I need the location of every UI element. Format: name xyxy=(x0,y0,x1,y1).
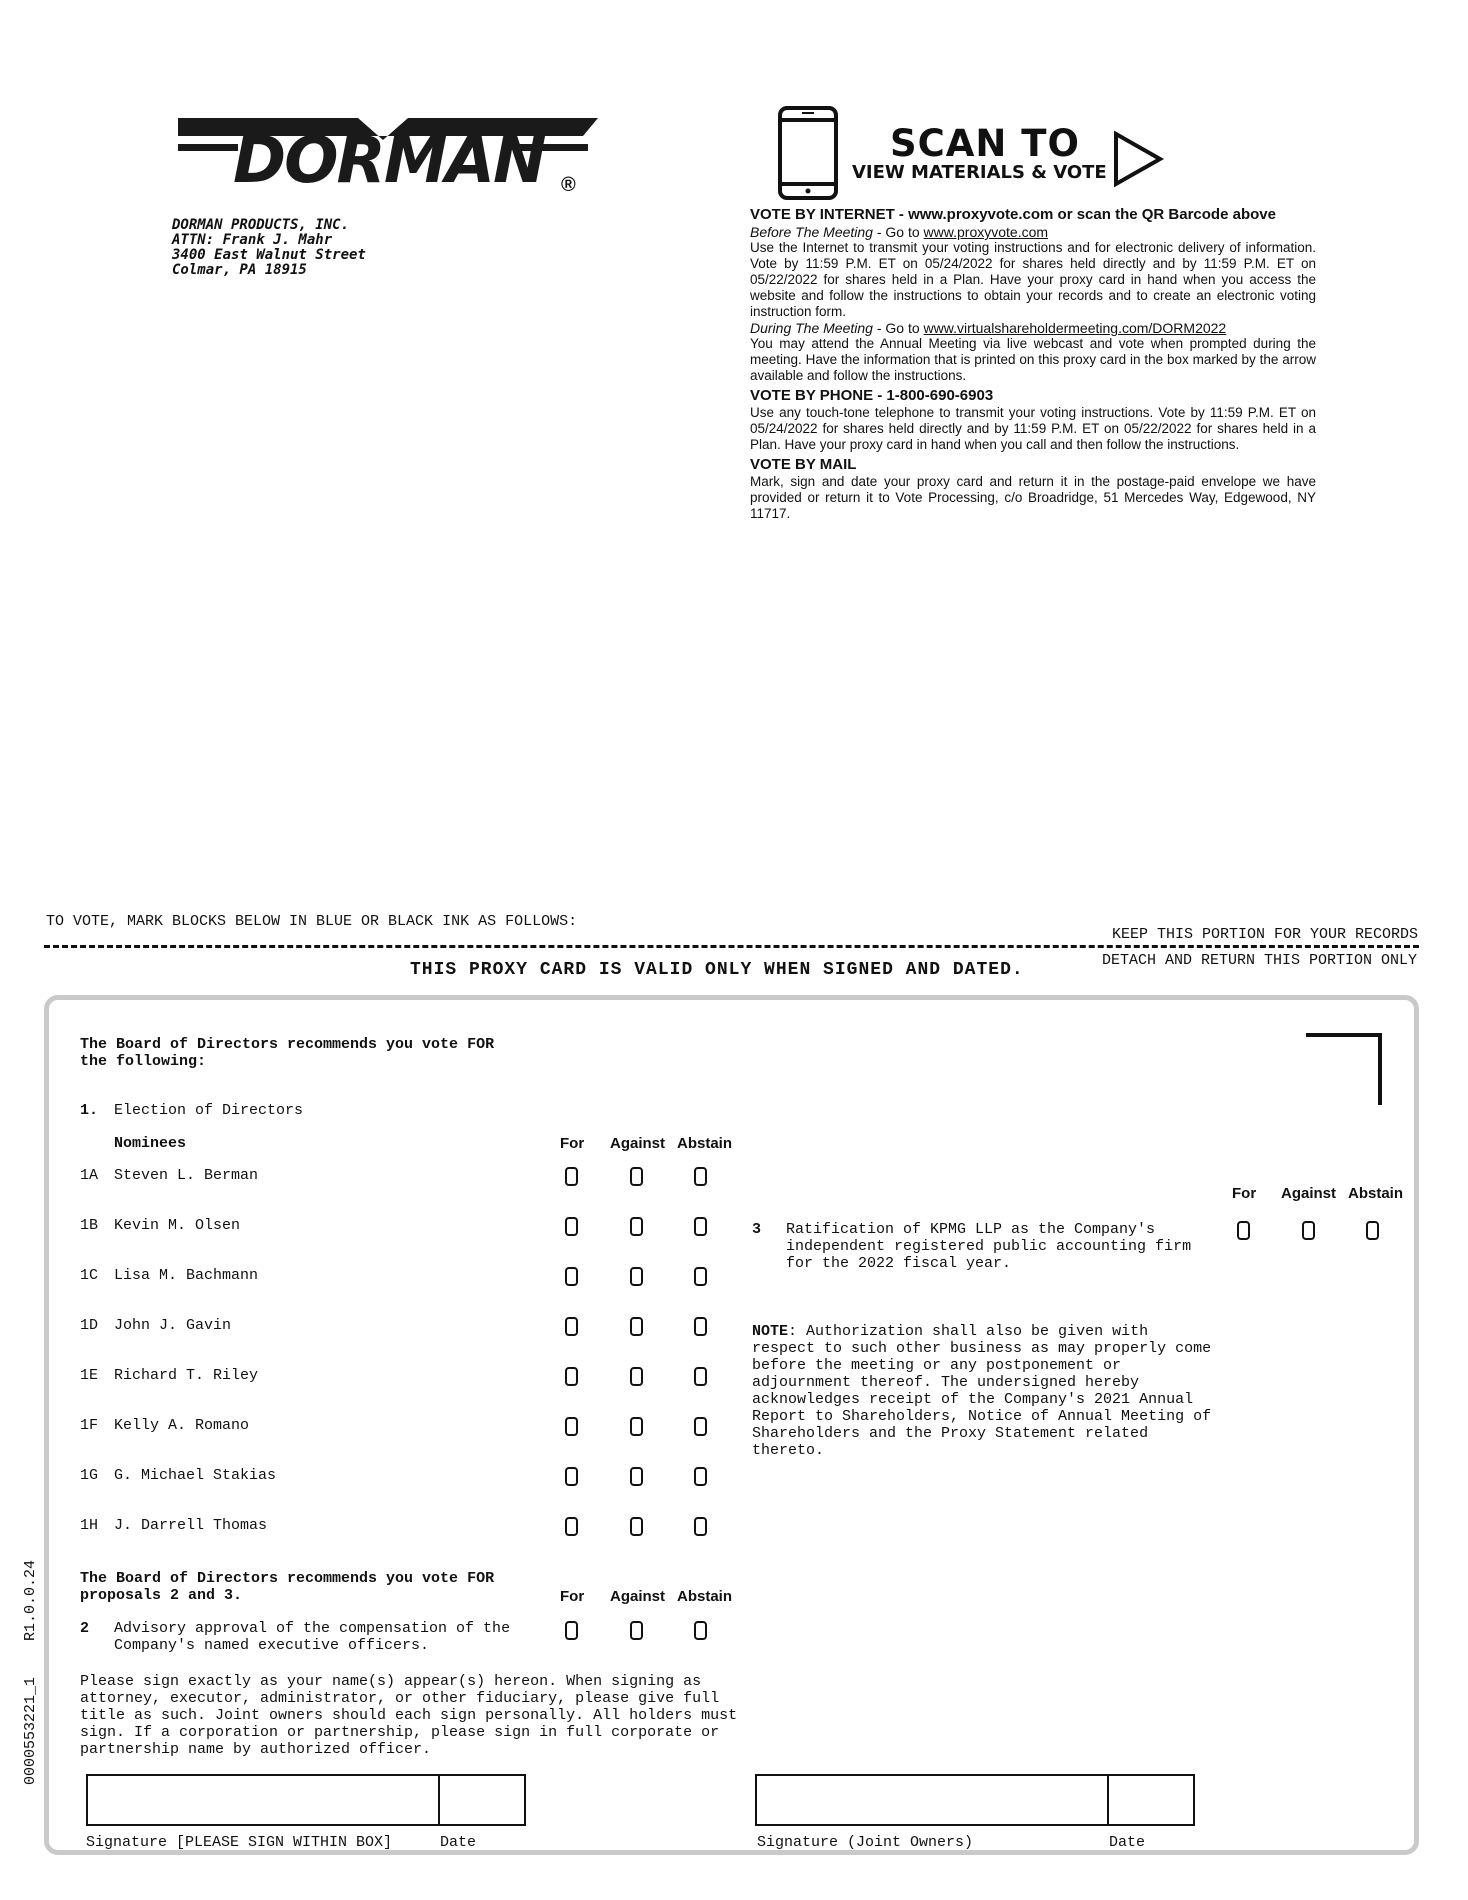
nominee-code: 1A xyxy=(80,1167,99,1184)
vote-for-checkbox[interactable] xyxy=(565,1317,578,1336)
note-label: NOTE xyxy=(752,1323,789,1340)
nominee-name: Kevin M. Olsen xyxy=(114,1217,241,1234)
side-code: 0000553221_1 R1.0.0.24 xyxy=(22,1559,39,1785)
company-logo xyxy=(178,118,598,203)
proposal-2-text: Advisory approval of the compensation of the Company's named executive officers. xyxy=(114,1620,511,1654)
vote-against-checkbox[interactable] xyxy=(630,1621,643,1640)
nominee-row xyxy=(0,1517,760,1547)
col-abstain: Abstain xyxy=(677,1135,733,1152)
col-for: For xyxy=(560,1588,585,1605)
mail-text: Mark, sign and date your proxy card and return it in the postage-paid envelope we have provided or return it to Vote Processing, c/o Broadridge, 51 Mercedes Way, Edgewood, NY 11717. xyxy=(750,474,1316,521)
vote-for-checkbox[interactable] xyxy=(565,1267,578,1286)
proposal-3-number: 3 xyxy=(752,1221,762,1238)
phone-icon xyxy=(778,106,838,200)
phone-heading: VOTE BY PHONE - 1-800-690-6903 xyxy=(750,387,994,404)
during-goto: - Go to xyxy=(872,320,924,336)
vote-for-checkbox[interactable] xyxy=(565,1367,578,1386)
before-meeting-label: Before The Meeting xyxy=(750,224,873,240)
col-against: Against xyxy=(1281,1185,1337,1202)
col-against: Against xyxy=(610,1135,666,1152)
nominee-name: John J. Gavin xyxy=(114,1317,232,1334)
vote-for-checkbox[interactable] xyxy=(1237,1221,1250,1240)
col-abstain: Abstain xyxy=(677,1588,733,1605)
nominee-name: Richard T. Riley xyxy=(114,1367,259,1384)
sign-instructions: Please sign exactly as your name(s) appear(s) hereon. When signing as attorney, executor, administrator, or other fiduciary, please give full title as such. Joint owners should each sign personally. All holders must sign. If a corporation or partnership, please sign in full corporate or partnership name by authorized officer. xyxy=(80,1673,738,1758)
proposal-1-title: Election of Directors xyxy=(114,1102,304,1119)
before-meeting-text: Use the Internet to transmit your voting instructions and for electronic delivery of information. Vote by 11:59 P.M. ET on 05/24/2022 for shares held directly and by 11:59 P.M. ET on 05/22/2022 for shares held in a Plan. Have your proxy card in hand when you access the website and follow the instructions to obtain your records and to create an electronic voting instruction form. xyxy=(750,240,1316,319)
nominee-name: G. Michael Stakias xyxy=(114,1467,277,1484)
vote-for-checkbox[interactable] xyxy=(565,1417,578,1436)
vote-against-checkbox[interactable] xyxy=(630,1367,643,1386)
during-meeting-text: You may attend the Annual Meeting via live webcast and vote when prompted during the meeting. Have the information that is printed on this proxy card in the box marked by the arrow available and follow the instructions. xyxy=(750,336,1316,383)
vote-abstain-checkbox[interactable] xyxy=(694,1367,707,1386)
nominee-code: 1E xyxy=(80,1367,99,1384)
nominee-name: Steven L. Berman xyxy=(114,1167,259,1184)
corner-mark xyxy=(1306,1033,1382,1105)
vote-against-checkbox[interactable] xyxy=(630,1217,643,1236)
col-for: For xyxy=(560,1135,585,1152)
vote-abstain-checkbox[interactable] xyxy=(694,1417,707,1436)
company-address xyxy=(172,218,366,278)
vote-for-checkbox[interactable] xyxy=(565,1467,578,1486)
detach-portion-label: DETACH AND RETURN THIS PORTION ONLY xyxy=(1102,952,1418,969)
vote-against-checkbox[interactable] xyxy=(1302,1221,1315,1240)
address-line: Colmar, PA 18915 xyxy=(172,262,307,278)
scan-subtitle: VIEW MATERIALS & VOTE xyxy=(852,162,1107,183)
vote-against-checkbox[interactable] xyxy=(630,1417,643,1436)
vote-against-checkbox[interactable] xyxy=(630,1167,643,1186)
nominee-row xyxy=(0,1267,760,1297)
proposal-3-text: Ratification of KPMG LLP as the Company's independent registered public accounting firm for the 2022 fiscal year. xyxy=(786,1221,1192,1272)
joint-date-label: Date xyxy=(1109,1834,1146,1851)
vote-against-checkbox[interactable] xyxy=(630,1467,643,1486)
nominee-row xyxy=(0,1367,760,1397)
vote-abstain-checkbox[interactable] xyxy=(694,1167,707,1186)
vote-abstain-checkbox[interactable] xyxy=(694,1317,707,1336)
date-box[interactable] xyxy=(438,1774,526,1826)
signature-box[interactable] xyxy=(86,1774,440,1826)
before-meeting-line xyxy=(750,224,1316,240)
vote-for-checkbox[interactable] xyxy=(565,1167,578,1186)
vote-abstain-checkbox[interactable] xyxy=(694,1217,707,1236)
scan-title: SCAN TO xyxy=(890,122,1080,165)
signature-label: Signature [PLEASE SIGN WITHIN BOX] xyxy=(86,1834,393,1851)
board-recommendation-2: The Board of Directors recommends you vote FOR proposals 2 and 3. xyxy=(80,1570,495,1604)
nominee-row xyxy=(0,1467,760,1497)
col-abstain: Abstain xyxy=(1348,1185,1404,1202)
before-goto: - Go to xyxy=(872,224,924,240)
nominee-row xyxy=(0,1417,760,1447)
vote-abstain-checkbox[interactable] xyxy=(694,1267,707,1286)
col-for: For xyxy=(1232,1185,1257,1202)
nominee-code: 1G xyxy=(80,1467,99,1484)
vote-abstain-checkbox[interactable] xyxy=(694,1467,707,1486)
during-meeting-label: During The Meeting xyxy=(750,320,873,336)
authorization-note xyxy=(752,1323,1211,1459)
nominee-row xyxy=(0,1217,760,1247)
mark-instructions: TO VOTE, MARK BLOCKS BELOW IN BLUE OR BLACK INK AS FOLLOWS: xyxy=(46,913,578,930)
vote-abstain-checkbox[interactable] xyxy=(694,1517,707,1536)
vote-for-checkbox[interactable] xyxy=(565,1517,578,1536)
phone-text: Use any touch-tone telephone to transmit your voting instructions. Vote by 11:59 P.M. ET on 05/24/2022 for shares held directly and by 11:59 P.M. ET on 05/22/2022 for shares held in a Plan. Have your proxy card in hand when you call and then follow the instructions. xyxy=(750,405,1316,452)
nominee-name: Kelly A. Romano xyxy=(114,1417,250,1434)
joint-date-box[interactable] xyxy=(1107,1774,1195,1826)
proposal-1-number: 1. xyxy=(80,1102,99,1119)
detach-dashed-line xyxy=(44,945,1419,948)
valid-notice: THIS PROXY CARD IS VALID ONLY WHEN SIGNED AND DATED. xyxy=(410,960,1024,980)
vote-against-checkbox[interactable] xyxy=(630,1317,643,1336)
logo-wordmark: DORMAN xyxy=(233,124,545,198)
registered-mark: ® xyxy=(561,174,576,196)
nominee-name: J. Darrell Thomas xyxy=(114,1517,268,1534)
vote-abstain-checkbox[interactable] xyxy=(694,1621,707,1640)
note-text: : Authorization shall also be given with respect to such other business as may properly come before the meeting or any postponement or adjournment thereof. The undersigned hereby acknowledges receipt of the Company's 2021 Annual Report to Shareholders, Notice of Annual Meeting of Shareholders and the Proxy Statement related thereto. xyxy=(752,1323,1212,1459)
col-against: Against xyxy=(610,1588,666,1605)
nominee-code: 1C xyxy=(80,1267,99,1284)
during-meeting-line xyxy=(750,320,1316,336)
nominee-code: 1D xyxy=(80,1317,99,1334)
board-recommendation-1: The Board of Directors recommends you vote FOR the following: xyxy=(80,1036,495,1070)
joint-signature-label: Signature (Joint Owners) xyxy=(757,1834,974,1851)
vote-against-checkbox[interactable] xyxy=(630,1517,643,1536)
keep-portion-label: KEEP THIS PORTION FOR YOUR RECORDS xyxy=(1112,926,1419,943)
nominee-code: 1F xyxy=(80,1417,99,1434)
address-line: 3400 East Walnut Street xyxy=(172,247,366,263)
vote-against-checkbox[interactable] xyxy=(630,1267,643,1286)
nominee-row xyxy=(0,1167,760,1197)
nominee-name: Lisa M. Bachmann xyxy=(114,1267,259,1284)
vote-instructions xyxy=(750,206,1316,522)
proxyvote-link[interactable]: www.proxyvote.com xyxy=(923,224,1049,240)
address-line: ATTN: Frank J. Mahr xyxy=(172,232,333,248)
vote-for-checkbox[interactable] xyxy=(565,1217,578,1236)
proposal-2-number: 2 xyxy=(80,1620,90,1637)
nominee-code: 1B xyxy=(80,1217,99,1234)
internet-heading: VOTE BY INTERNET - www.proxyvote.com or scan the QR Barcode above xyxy=(750,206,1276,223)
mail-heading: VOTE BY MAIL xyxy=(750,456,857,473)
nominee-code: 1H xyxy=(80,1517,99,1534)
nominees-label: Nominees xyxy=(114,1135,187,1152)
vote-for-checkbox[interactable] xyxy=(565,1621,578,1640)
joint-signature-box[interactable] xyxy=(755,1774,1109,1826)
play-arrow-icon xyxy=(1112,130,1166,188)
address-line: DORMAN PRODUCTS, INC. xyxy=(172,217,350,233)
virtual-meeting-link[interactable]: www.virtualshareholdermeeting.com/DORM2022 xyxy=(923,320,1227,336)
nominee-row xyxy=(0,1317,760,1347)
date-label: Date xyxy=(440,1834,477,1851)
vote-abstain-checkbox[interactable] xyxy=(1366,1221,1379,1240)
